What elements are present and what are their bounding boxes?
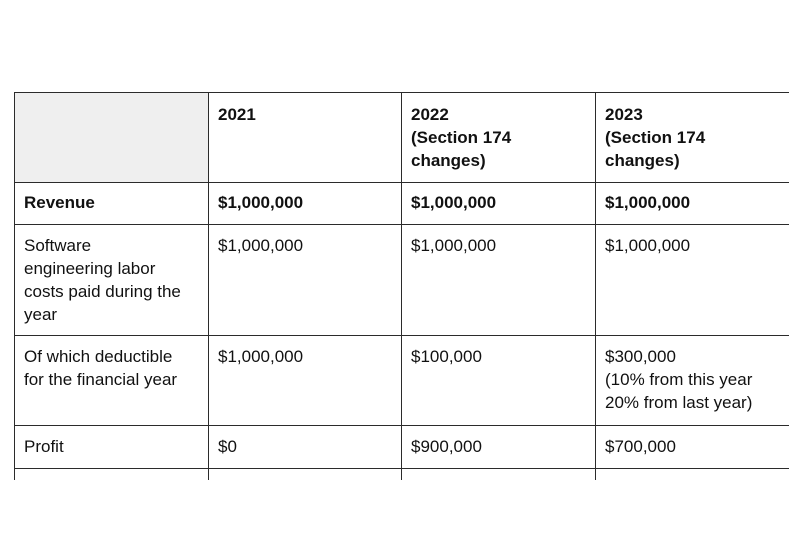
revenue-row [15,183,790,225]
deductible-2023-note-line1: (10% from this year [605,370,753,389]
revenue-2022: $1,000,000 [402,183,596,225]
header-2021: 2021 [209,93,402,183]
labor-costs-row [15,225,790,336]
labor-costs-label [15,225,209,336]
deductible-2023-amount: $300,000 [605,347,676,366]
header-corner-cell [15,93,209,183]
cropped-cell [596,469,790,481]
deductible-label-line1: Of which deductible [24,347,173,366]
labor-costs-2023: $1,000,000 [596,225,790,336]
header-2023-year: 2023 [605,105,643,124]
header-2022 [402,93,596,183]
cropped-cell [15,469,209,481]
cropped-cell [209,469,402,481]
labor-costs-label-line3: costs paid during the [24,282,181,301]
labor-costs-2021: $1,000,000 [209,225,402,336]
tax-comparison-table-container [14,92,789,480]
header-2023 [596,93,790,183]
cropped-row [15,469,790,481]
deductible-2021: $1,000,000 [209,336,402,426]
header-row [15,93,790,183]
deductible-label-line2: for the financial year [24,370,178,389]
revenue-2023: $1,000,000 [596,183,790,225]
header-2023-note-line2: changes) [605,151,680,170]
labor-costs-label-line2: engineering labor [24,259,156,278]
labor-costs-label-line4: year [24,305,58,324]
profit-2022: $900,000 [402,426,596,469]
profit-row [15,426,790,469]
labor-costs-2022: $1,000,000 [402,225,596,336]
revenue-2021: $1,000,000 [209,183,402,225]
deductible-label [15,336,209,426]
header-2023-note-line1: (Section 174 [605,128,706,147]
header-2022-note-line2: changes) [411,151,486,170]
deductible-row [15,336,790,426]
labor-costs-label-line1: Software [24,236,92,255]
profit-2021: $0 [209,426,402,469]
deductible-2022: $100,000 [402,336,596,426]
tax-comparison-table [14,92,789,480]
profit-2023: $700,000 [596,426,790,469]
deductible-2023-note-line2: 20% from last year) [605,393,753,412]
cropped-cell [402,469,596,481]
header-2022-note-line1: (Section 174 [411,128,512,147]
profit-label: Profit [15,426,209,469]
header-2022-year: 2022 [411,105,449,124]
revenue-label: Revenue [15,183,209,225]
deductible-2023 [596,336,790,426]
